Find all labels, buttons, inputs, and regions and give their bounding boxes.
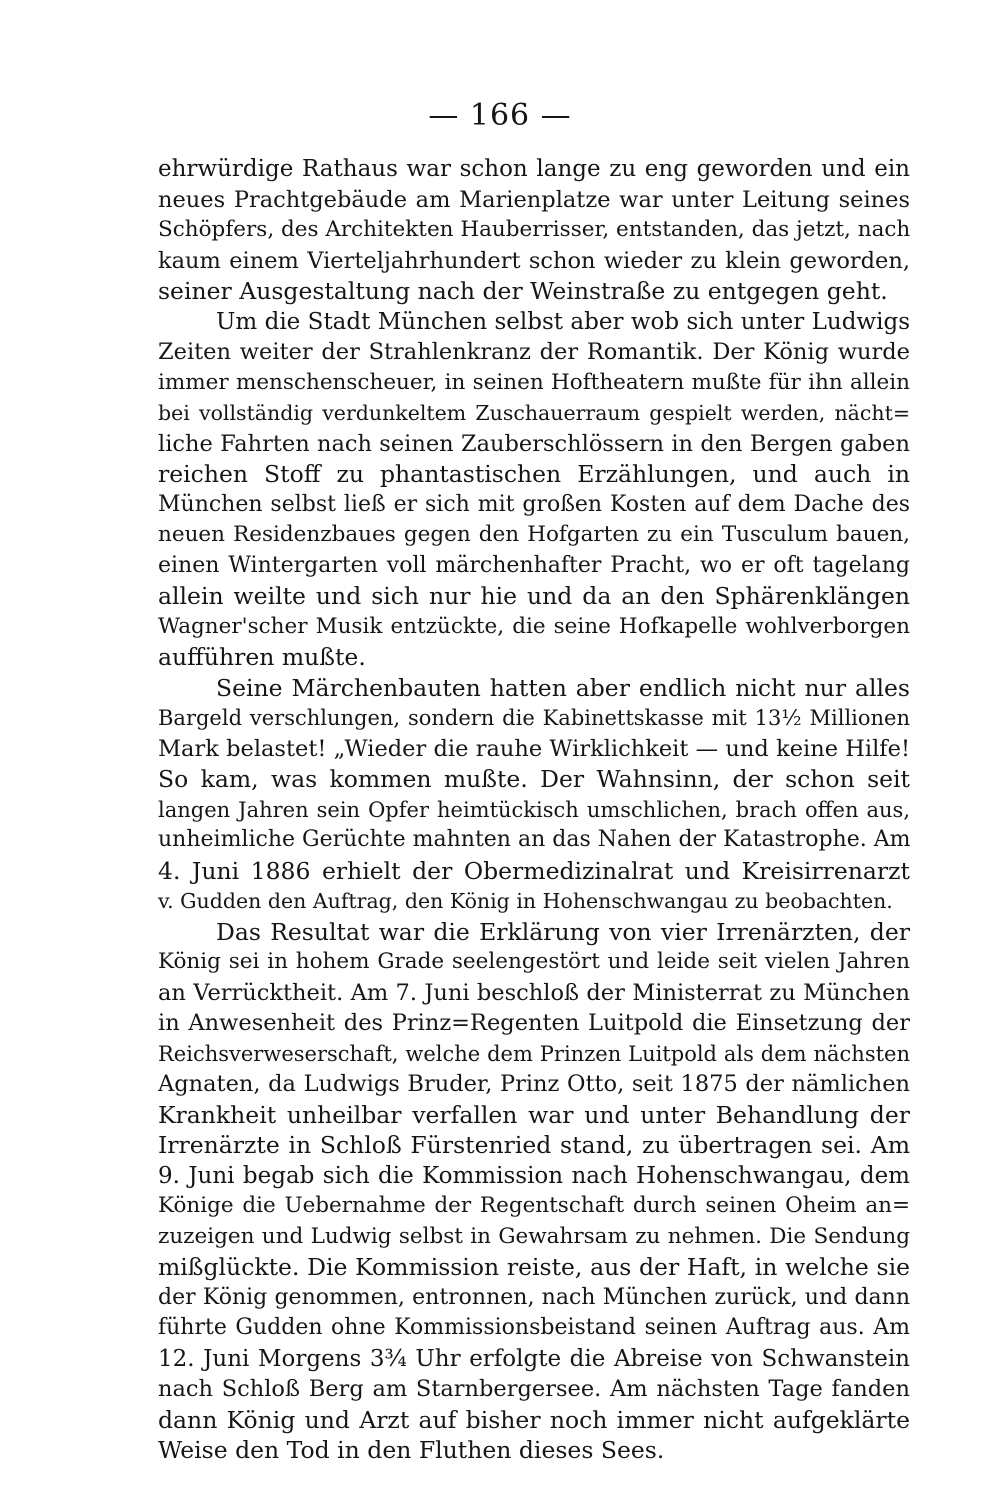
text-line: neuen Residenzbaues gegen den Hofgarten zu ein Tusculum bauen, <box>158 522 910 547</box>
text-line: einen Wintergarten voll märchenhafter Pracht, wo er oft tagelang <box>158 552 910 578</box>
text-line: König sei in hohem Grade seelengestört und leide seit vielen Jahren <box>158 949 910 974</box>
text-line: allein weilte und sich nur hie und da an den Sphärenklängen <box>158 582 910 610</box>
text-line: Agnaten, da Ludwigs Bruder, Prinz Otto, seit 1875 der nämlichen <box>158 1071 910 1097</box>
text-line: neues Prachtgebäude am Marienplatze war unter Leitung seines <box>158 186 910 213</box>
text-line: an Verrücktheit. Am 7. Juni beschloß der Ministerrat zu München <box>158 979 910 1006</box>
text-line: Zeiten weiter der Strahlenkranz der Romantik. Der König wurde <box>158 339 910 365</box>
text-line: Um die Stadt München selbst aber wob sich unter Ludwigs <box>216 308 910 335</box>
text-line: bei vollständig verdunkeltem Zuschauerraum gespielt werden, nächt= <box>158 401 910 425</box>
text-line: Schöpfers, des Architekten Hauberrisser, entstanden, das jetzt, nach <box>158 217 910 242</box>
page-number: — 166 — <box>428 98 572 133</box>
text-line: Krankheit unheilbar verfallen war und unter Behandlung der <box>158 1100 910 1129</box>
text-line: Wagner'scher Musik entzückte, die seine Hofkapelle wohlverborgen <box>158 613 910 639</box>
text-line: So kam, was kommen mußte. Der Wahnsinn, der schon seit <box>158 765 910 793</box>
text-line: 12. Juni Morgens 3¾ Uhr erfolgte die Abreise von Schwanstein <box>158 1345 910 1372</box>
text-line: Irrenärzte in Schloß Fürstenried stand, zu übertragen sei. Am <box>158 1131 910 1159</box>
text-line: unheimliche Gerüchte mahnten an das Nahen der Katastrophe. Am <box>158 827 910 852</box>
text-line: Mark belastet! „Wieder die rauhe Wirklichkeit — und keine Hilfe! <box>158 735 910 762</box>
body-text <box>158 154 910 1466</box>
text-line: 9. Juni begab sich die Kommission nach Hohenschwangau, dem <box>158 1162 910 1189</box>
text-line: zuzeigen und Ludwig selbst in Gewahrsam zu nehmen. Die Sendung <box>158 1223 910 1249</box>
text-line: 4. Juni 1886 erhielt der Obermedizinalrat und Kreisirrenarzt <box>158 856 910 885</box>
text-line: Seine Märchenbauten hatten aber endlich nicht nur alles <box>216 673 910 702</box>
text-line: mißglückte. Die Kommission reiste, aus der Haft, in welche sie <box>158 1253 910 1281</box>
text-line: dann König und Arzt auf bisher noch immer nicht aufgeklärte <box>158 1405 910 1434</box>
text-line: immer menschenscheuer, in seinen Hoftheatern mußte für ihn allein <box>158 369 910 395</box>
text-line: München selbst ließ er sich mit großen Kosten auf dem Dache des <box>158 491 910 517</box>
text-line: reichen Stoff zu phantastischen Erzählungen, und auch in <box>158 460 910 488</box>
text-line: ehrwürdige Rathaus war schon lange zu eng geworden und ein <box>158 156 910 182</box>
text-line: seiner Ausgestaltung nach der Weinstraße zu entgegen geht. <box>158 277 888 305</box>
text-line: der König genommen, entronnen, nach München zurück, und dann <box>158 1284 910 1310</box>
text-line: Bargeld verschlungen, sondern die Kabinettskasse mit 13½ Millionen <box>158 706 910 730</box>
text-line: langen Jahren sein Opfer heimtückisch umschlichen, brach offen aus, <box>158 797 910 822</box>
text-line: in Anwesenheit des Prinz=Regenten Luitpold die Einsetzung der <box>158 1010 910 1036</box>
text-line: liche Fahrten nach seinen Zauberschlössern in den Bergen gaben <box>158 430 910 457</box>
text-line: Weise den Tod in den Fluthen dieses Sees. <box>158 1436 665 1464</box>
text-line: aufführen mußte. <box>158 643 366 671</box>
text-line: nach Schloß Berg am Starnbergersee. Am nächsten Tage fanden <box>158 1376 910 1402</box>
text-line: Das Resultat war die Erklärung von vier Irrenärzten, der <box>216 917 910 946</box>
text-line: v. Gudden den Auftrag, den König in Hohenschwangau zu beobachten. <box>158 889 893 913</box>
text-line: Könige die Uebernahme der Regentschaft durch seinen Oheim an= <box>158 1193 910 1218</box>
text-line: führte Gudden ohne Kommissionsbeistand seinen Auftrag aus. Am <box>158 1315 910 1340</box>
text-line: Reichsverweserschaft, welche dem Prinzen Luitpold als dem nächsten <box>158 1041 910 1066</box>
text-line: kaum einem Vierteljahrhundert schon wieder zu klein geworden, <box>158 247 910 274</box>
